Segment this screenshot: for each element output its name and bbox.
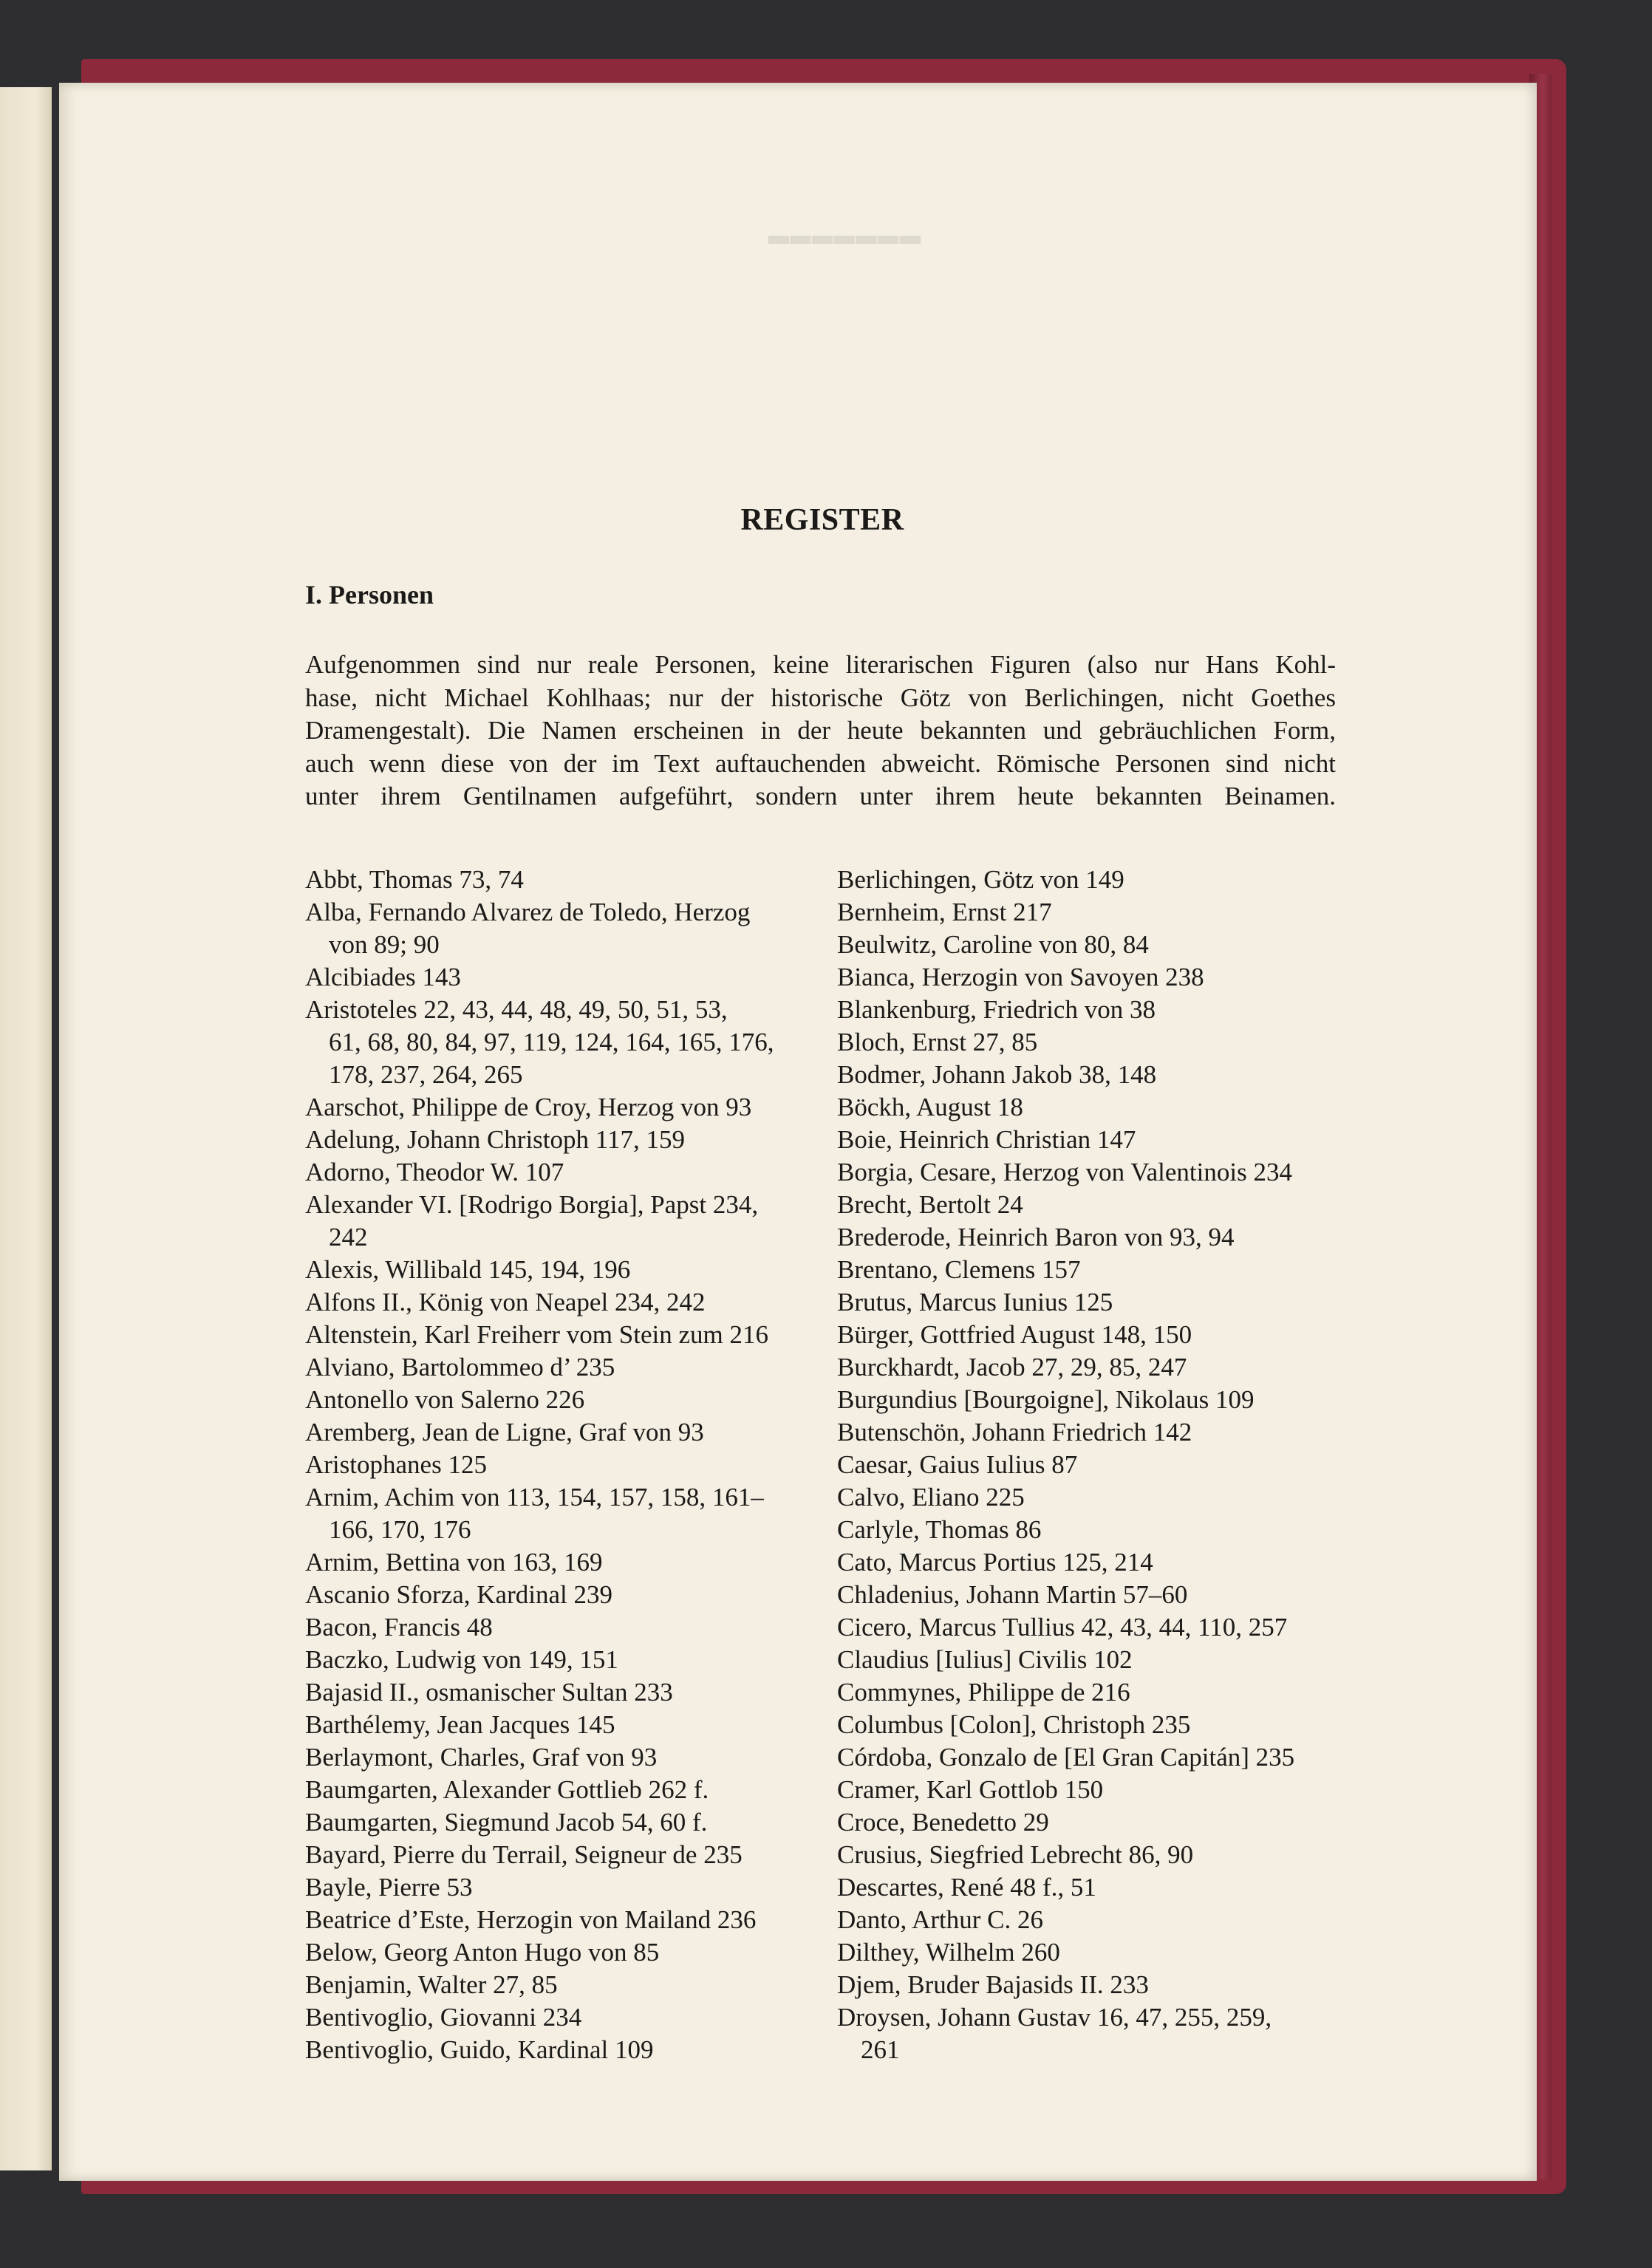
- show-through-header: ▂▂▂▂▂▂▂: [768, 214, 922, 243]
- index-entry: [837, 2001, 1354, 2066]
- index-entry: [305, 994, 808, 1091]
- index-entry: [305, 1416, 808, 1449]
- index-entry-line: Djem, Bruder Bajasids II. 233: [837, 1970, 1149, 1999]
- index-entry-line: Butenschön, Johann Friedrich 142: [837, 1418, 1192, 1446]
- index-entry-line: Danto, Arthur C. 26: [837, 1905, 1044, 1934]
- index-entry: [305, 1351, 808, 1384]
- index-entry: [837, 994, 1354, 1026]
- index-entry-line: Columbus [Colon], Christoph 235: [837, 1710, 1191, 1739]
- index-entry: [837, 1059, 1354, 1091]
- index-entry: [305, 1969, 808, 2001]
- page-title: REGISTER: [740, 503, 904, 537]
- index-entry-line: Aristoteles 22, 43, 44, 48, 49, 50, 51, 53,: [305, 995, 728, 1024]
- index-entry: [305, 1254, 808, 1286]
- index-entry-line: Alfons II., König von Neapel 234, 242: [305, 1288, 706, 1316]
- index-entry: [837, 1871, 1354, 1904]
- index-entry: [305, 1904, 808, 1936]
- index-entry-line: Brecht, Bertolt 24: [837, 1190, 1023, 1219]
- index-entry: [837, 1839, 1354, 1871]
- index-entry: [305, 1579, 808, 1611]
- intro-line: hase, nicht Michael Kohlhaas; nur der historische Götz von Berlichingen, nicht Goethes: [305, 683, 1336, 712]
- index-entry-line: Commynes, Philippe de 216: [837, 1678, 1130, 1707]
- index-entry-line: Brentano, Clemens 157: [837, 1255, 1081, 1284]
- index-entry: [305, 2034, 808, 2066]
- index-entry-line: Aarschot, Philippe de Croy, Herzog von 93: [305, 1093, 752, 1121]
- index-entry: [837, 1124, 1354, 1156]
- index-entry: [837, 1741, 1354, 1774]
- index-entry: [837, 896, 1354, 929]
- index-entry-line: Cato, Marcus Portius 125, 214: [837, 1548, 1153, 1577]
- index-entry-line: Alba, Fernando Alvarez de Toledo, Herzog: [305, 898, 751, 926]
- intro-line: auch wenn diese von der im Text auftauchenden abweicht. Römische Personen sind nicht: [305, 748, 1336, 778]
- index-entry: [837, 1936, 1354, 1969]
- index-entry: [837, 961, 1354, 994]
- index-entry: [305, 1546, 808, 1579]
- index-entry: [837, 1579, 1354, 1611]
- intro-line: Aufgenommen sind nur reale Personen, keine literarischen Figuren (also nur Hans Kohl-: [305, 650, 1336, 679]
- index-entry: [305, 1741, 808, 1774]
- index-entry: [305, 1124, 808, 1156]
- index-entry: [837, 864, 1354, 896]
- index-entry-line: Bayard, Pierre du Terrail, Seigneur de 235: [305, 1840, 743, 1869]
- index-entry-line: Dilthey, Wilhelm 260: [837, 1938, 1060, 1967]
- index-entry-line: Cramer, Karl Gottlob 150: [837, 1775, 1104, 1804]
- index-entry-line: Crusius, Siegfried Lebrecht 86, 90: [837, 1840, 1194, 1869]
- index-entry: [305, 961, 808, 994]
- index-entry: [305, 1189, 808, 1254]
- index-entry-line: Bürger, Gottfried August 148, 150: [837, 1320, 1192, 1349]
- index-entry: [837, 1026, 1354, 1059]
- index-entry: [305, 1611, 808, 1644]
- index-entry: [837, 1384, 1354, 1416]
- index-entry: [305, 1156, 808, 1189]
- index-entry: [837, 1709, 1354, 1741]
- index-entry-line: Arnim, Bettina von 163, 169: [305, 1548, 603, 1577]
- index-entry-line: Bernheim, Ernst 217: [837, 898, 1052, 926]
- index-entry-line: Bayle, Pierre 53: [305, 1873, 473, 1902]
- index-entry: [305, 1774, 808, 1806]
- index-entry-continuation: 242: [329, 1223, 368, 1251]
- index-entry-line: Böckh, August 18: [837, 1093, 1023, 1121]
- index-entry-continuation: von 89; 90: [329, 930, 440, 959]
- index-entry-line: Adelung, Johann Christoph 117, 159: [305, 1125, 685, 1154]
- index-entry-line: Arnim, Achim von 113, 154, 157, 158, 161–: [305, 1483, 764, 1512]
- index-entry: [837, 1319, 1354, 1351]
- section-heading: I. Personen: [305, 580, 434, 609]
- index-entry: [837, 1611, 1354, 1644]
- index-entry-line: Bacon, Francis 48: [305, 1613, 493, 1642]
- intro-paragraph: [305, 649, 1336, 813]
- intro-line: Dramengestalt). Die Namen erscheinen in der heute bekannten und gebräuchlichen Form,: [305, 716, 1336, 745]
- index-entry: [837, 1481, 1354, 1514]
- index-entry: [837, 1156, 1354, 1189]
- index-entry-line: Bloch, Ernst 27, 85: [837, 1028, 1038, 1056]
- index-entry-line: Antonello von Salerno 226: [305, 1385, 585, 1414]
- index-entry: [305, 1449, 808, 1481]
- index-entry: [305, 1871, 808, 1904]
- index-entry: [305, 1319, 808, 1351]
- index-entry-line: Claudius [Iulius] Civilis 102: [837, 1645, 1133, 1674]
- index-entry: [305, 1839, 808, 1871]
- index-entry-line: Baczko, Ludwig von 149, 151: [305, 1645, 618, 1674]
- index-entry-line: Carlyle, Thomas 86: [837, 1515, 1042, 1544]
- index-entry-line: Burgundius [Bourgoigne], Nikolaus 109: [837, 1385, 1255, 1414]
- index-entry-line: Brederode, Heinrich Baron von 93, 94: [837, 1223, 1235, 1251]
- index-entry-line: Calvo, Eliano 225: [837, 1483, 1025, 1512]
- index-entry: [837, 1449, 1354, 1481]
- index-entry-line: Barthélemy, Jean Jacques 145: [305, 1710, 615, 1739]
- index-entry: [837, 1416, 1354, 1449]
- index-entry: [837, 1546, 1354, 1579]
- index-entry-line: Adorno, Theodor W. 107: [305, 1158, 564, 1186]
- index-entry: [305, 1644, 808, 1676]
- index-entry-line: Chladenius, Johann Martin 57–60: [837, 1580, 1188, 1609]
- index-entry-line: Bentivoglio, Guido, Kardinal 109: [305, 2035, 654, 2064]
- index-entry-line: Bianca, Herzogin von Savoyen 238: [837, 963, 1204, 991]
- index-entry-line: Aristophanes 125: [305, 1450, 487, 1479]
- index-entry: [837, 929, 1354, 961]
- index-entry-line: Baumgarten, Siegmund Jacob 54, 60 f.: [305, 1808, 708, 1837]
- index-entry: [837, 1189, 1354, 1221]
- index-entry-line: Blankenburg, Friedrich von 38: [837, 995, 1156, 1024]
- index-entry-line: Benjamin, Walter 27, 85: [305, 1970, 558, 1999]
- index-entry-line: Brutus, Marcus Iunius 125: [837, 1288, 1113, 1316]
- index-entry: [837, 1676, 1354, 1709]
- index-column-right: [837, 864, 1354, 2066]
- index-entry-line: Borgia, Cesare, Herzog von Valentinois 234: [837, 1158, 1292, 1186]
- index-entry-line: Beatrice d’Este, Herzogin von Mailand 236: [305, 1905, 757, 1934]
- index-entry: [305, 864, 808, 896]
- index-entry-line: Córdoba, Gonzalo de [El Gran Capitán] 235: [837, 1743, 1295, 1772]
- index-entry: [305, 1676, 808, 1709]
- index-entry: [305, 1936, 808, 1969]
- index-column-left: [305, 864, 808, 2066]
- intro-line: unter ihrem Gentilnamen aufgeführt, sondern unter ihrem heute bekannten Beinamen.: [305, 782, 1336, 810]
- index-entry: [837, 1221, 1354, 1254]
- index-entry-line: Droysen, Johann Gustav 16, 47, 255, 259,: [837, 2003, 1272, 2032]
- index-entry-line: Berlichingen, Götz von 149: [837, 865, 1124, 894]
- index-entry: [837, 1806, 1354, 1839]
- index-entry-line: Baumgarten, Alexander Gottlieb 262 f.: [305, 1775, 709, 1804]
- index-entry-line: Beulwitz, Caroline von 80, 84: [837, 930, 1149, 959]
- index-entry: [305, 1384, 808, 1416]
- index-entry: [837, 1774, 1354, 1806]
- index-entry: [837, 1091, 1354, 1124]
- index-entry-continuation: 261: [861, 2035, 900, 2064]
- index-entry-line: Alexis, Willibald 145, 194, 196: [305, 1255, 631, 1284]
- index-entry: [837, 1644, 1354, 1676]
- index-entry: [305, 1709, 808, 1741]
- index-entry: [305, 1091, 808, 1124]
- index-entry-line: Abbt, Thomas 73, 74: [305, 865, 524, 894]
- book-page: [59, 83, 1537, 2181]
- index-entry: [305, 896, 808, 961]
- index-entry: [837, 1286, 1354, 1319]
- index-entry-line: Caesar, Gaius Iulius 87: [837, 1450, 1078, 1479]
- index-entry-line: Boie, Heinrich Christian 147: [837, 1125, 1136, 1154]
- index-entry-line: Bentivoglio, Giovanni 234: [305, 2003, 582, 2032]
- index-entry: [837, 1969, 1354, 2001]
- facing-page-edge: [0, 87, 52, 2170]
- index-entry: [305, 1481, 808, 1546]
- index-entry-line: Below, Georg Anton Hugo von 85: [305, 1938, 660, 1967]
- index-entry-line: Alexander VI. [Rodrigo Borgia], Papst 234,: [305, 1190, 759, 1219]
- index-entry-continuation: 178, 237, 264, 265: [329, 1060, 523, 1089]
- index-entry: [837, 1351, 1354, 1384]
- index-entry-line: Burckhardt, Jacob 27, 29, 85, 247: [837, 1353, 1187, 1381]
- index-entry: [837, 1514, 1354, 1546]
- index-entry-line: Bodmer, Johann Jakob 38, 148: [837, 1060, 1157, 1089]
- index-entry-line: Alviano, Bartolommeo d’ 235: [305, 1353, 615, 1381]
- index-entry: [305, 1806, 808, 1839]
- index-entry-line: Cicero, Marcus Tullius 42, 43, 44, 110, 257: [837, 1613, 1288, 1642]
- index-entry-continuation: 166, 170, 176: [329, 1515, 471, 1544]
- index-entry-line: Croce, Benedetto 29: [837, 1808, 1049, 1837]
- index-entry-line: Aremberg, Jean de Ligne, Graf von 93: [305, 1418, 704, 1446]
- index-entry-line: Alcibiades 143: [305, 963, 461, 991]
- index-entry: [837, 1904, 1354, 1936]
- index-entry-line: Berlaymont, Charles, Graf von 93: [305, 1743, 658, 1772]
- index-entry-line: Descartes, René 48 f., 51: [837, 1873, 1096, 1902]
- index-entry: [305, 2001, 808, 2034]
- index-entry: [305, 1286, 808, 1319]
- index-entry-line: Altenstein, Karl Freiherr vom Stein zum 216: [305, 1320, 768, 1349]
- index-entry-continuation: 61, 68, 80, 84, 97, 119, 124, 164, 165, 176,: [329, 1028, 774, 1056]
- index-entry-line: Ascanio Sforza, Kardinal 239: [305, 1580, 612, 1609]
- index-entry: [837, 1254, 1354, 1286]
- index-entry-line: Bajasid II., osmanischer Sultan 233: [305, 1678, 673, 1707]
